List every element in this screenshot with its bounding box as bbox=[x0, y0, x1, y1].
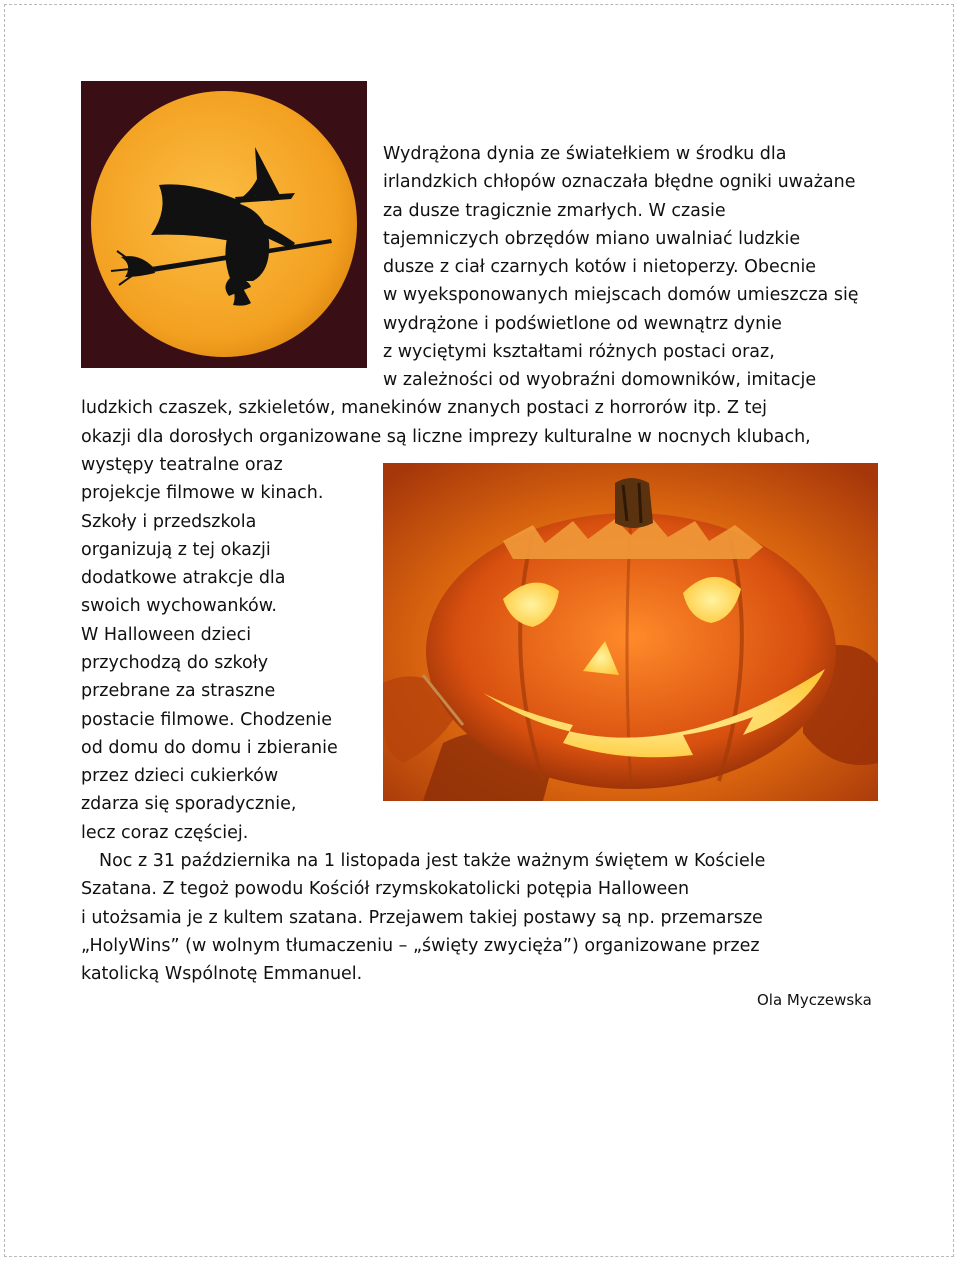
article-line: okazji dla dorosłych organizowane są liczne imprezy kulturalne w nocnych klubach, bbox=[81, 427, 811, 447]
witch-moon-illustration bbox=[81, 81, 367, 368]
article-line: i utożsamia je z kultem szatana. Przejawem takiej postawy są np. przemarsze bbox=[81, 908, 763, 928]
article-line: tajemniczych obrzędów miano uwalniać ludzkie bbox=[383, 229, 801, 249]
article-line: ludzkich czaszek, szkieletów, manekinów znanych postaci z horrorów itp. Z tej bbox=[81, 398, 768, 418]
article-line: Szatana. Z tegoż powodu Kościół rzymskokatolicki potępia Halloween bbox=[81, 879, 690, 899]
article-line: irlandzkich chłopów oznaczała błędne ogniki uważane bbox=[383, 172, 856, 192]
article-line: przychodzą do szkoły bbox=[81, 653, 269, 673]
article-line: Noc z 31 października na 1 listopada jest także ważnym świętem w Kościele bbox=[99, 851, 766, 871]
article-line: przebrane za straszne bbox=[81, 681, 276, 701]
article-line: swoich wychowanków. bbox=[81, 596, 277, 616]
article-line: Szkoły i przedszkola bbox=[81, 512, 257, 532]
article-line: za dusze tragicznie zmarłych. W czasie bbox=[383, 201, 726, 221]
article-line: W Halloween dzieci bbox=[81, 625, 252, 645]
article-line: w wyeksponowanych miejscach domów umieszcza się bbox=[383, 285, 859, 305]
article-line: przez dzieci cukierków bbox=[81, 766, 279, 786]
article-line: od domu do domu i zbieranie bbox=[81, 738, 338, 758]
article-line: lecz coraz częściej. bbox=[81, 823, 249, 843]
article-line: projekcje filmowe w kinach. bbox=[81, 483, 324, 503]
jack-o-lantern-photo bbox=[383, 463, 878, 801]
article-line: dusze z ciał czarnych kotów i nietoperzy. Obecnie bbox=[383, 257, 817, 277]
article-line: dodatkowe atrakcje dla bbox=[81, 568, 286, 588]
article-line: katolicką Wspólnotę Emmanuel. bbox=[81, 964, 363, 984]
article-line: w zależności od wyobraźni domowników, imitacje bbox=[383, 370, 817, 390]
article-line: Wydrążona dynia ze światełkiem w środku dla bbox=[383, 144, 787, 164]
article-line: występy teatralne oraz bbox=[81, 455, 283, 475]
article-line: zdarza się sporadycznie, bbox=[81, 794, 297, 814]
article-line: wydrążone i podświetlone od wewnątrz dynie bbox=[383, 314, 782, 334]
article-line: „HolyWins” (w wolnym tłumaczeniu – „święty zwycięża”) organizowane przez bbox=[81, 936, 760, 956]
article-line: postacie filmowe. Chodzenie bbox=[81, 710, 332, 730]
article-line: z wyciętymi kształtami różnych postaci oraz, bbox=[383, 342, 775, 362]
article-line: organizują z tej okazji bbox=[81, 540, 271, 560]
author-signature: Ola Myczewska bbox=[757, 991, 872, 1009]
